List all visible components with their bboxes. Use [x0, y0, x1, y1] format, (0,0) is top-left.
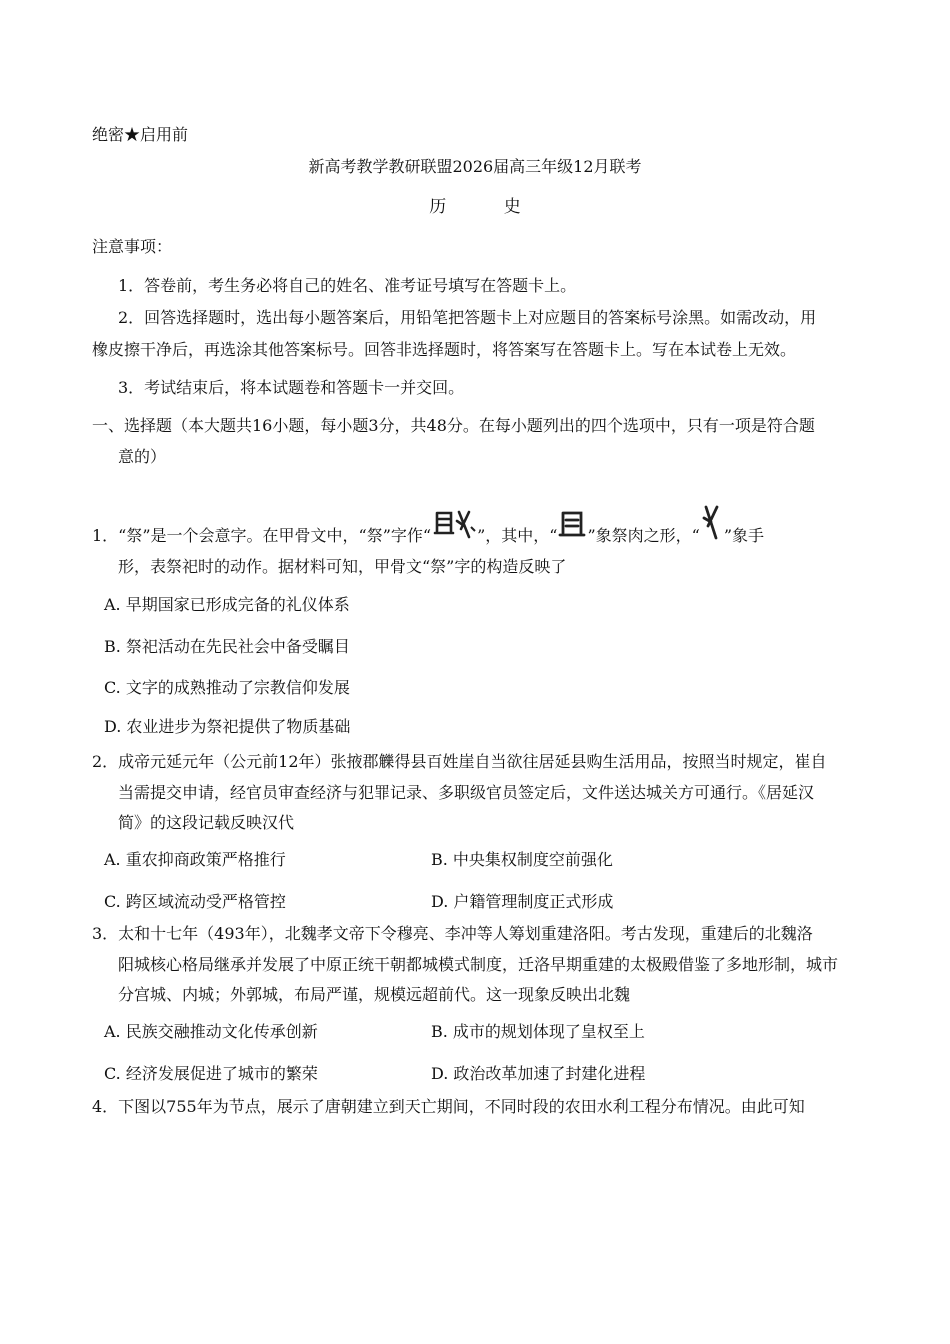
q3-stem-line3: 分宫城、内城；外郭城，布局严谨，规模远超前代。这一现象反映出北魏: [118, 985, 631, 1004]
notice-item-2-line2: 橡皮擦干净后，再选涂其他答案标号。回答非选择题时，将答案写在答题卡上。写在本试卷上无效。: [92, 340, 797, 359]
q3-stem-line2: 阳城核心格局继承并发展了中原正统干朝都城模式制度，迁洛早期重建的太极殿借鉴了多地形制，城市: [118, 955, 839, 974]
notice-item-2-line1: 2．回答选择题时，选出每小题答案后，用铅笔把答题卡上对应题目的答案标号涂黑。如需改动，用: [118, 308, 817, 327]
q3-option-a: A. 民族交融推动文化传承创新: [104, 1022, 318, 1041]
q1-stem-part4: ”象手: [723, 526, 765, 545]
q4-stem-line1: 4．下图以755年为节点，展示了唐朝建立到天亡期间，不同时段的农田水利工程分布情况。由此可知: [92, 1097, 805, 1116]
oracle-meat-glyph-icon: [557, 509, 587, 543]
q2-stem-line2: 当需提交申请，经官员审查经济与犯罪记录、多职级官员签定后，文件送达城关方可通行。《居延汉: [118, 783, 815, 802]
q1-stem-part1: 1．“祭”是一个会意字。在甲骨文中，“祭”字作“: [92, 526, 432, 545]
q1-option-d: D. 农业进步为祭祀提供了物质基础: [104, 717, 351, 736]
q1-stem-line1: [92, 525, 764, 547]
q3-stem-line1: 3．太和十七年（493年），北魏孝文帝下令穆亮、李冲等人筹划重建洛阳。考古发现，重建后的北魏洛: [92, 924, 813, 943]
q1-option-b: B. 祭祀活动在先民社会中备受瞩目: [104, 637, 350, 656]
subject-title: [0, 196, 950, 218]
q2-option-b: B. 中央集权制度空前强化: [431, 850, 613, 869]
q2-stem-line3: 简》的这段记载反映汉代: [118, 813, 295, 832]
q1-stem-part2: ”，其中，“: [477, 526, 558, 545]
q3-option-c: C. 经济发展促进了城市的繁荣: [104, 1064, 318, 1083]
notice-item-1: 1．答卷前，考生务必将自己的姓名、准考证号填写在答题卡上。: [118, 276, 577, 295]
q2-option-c: C. 跨区域流动受严格管控: [104, 892, 286, 911]
q2-stem-line1: 2．成帝元延元年（公元前12年）张掖郡觻得县百姓崖自当欲往居延县购生活用品，按照当时规定，崔自: [92, 752, 827, 771]
exam-title: 新高考教学教研联盟2026届高三年级12月联考: [308, 157, 642, 176]
oracle-ji-glyph-icon: [431, 509, 477, 543]
q1-option-a: A. 早期国家已形成完备的礼仪体系: [104, 595, 350, 614]
q2-option-d: D. 户籍管理制度正式形成: [431, 892, 614, 911]
subject-text: 历 史: [429, 197, 547, 217]
q1-stem-line2: 形，表祭祀时的动作。据材料可知，甲骨文“祭”字的构造反映了: [118, 557, 567, 576]
q3-option-d: D. 政治改革加速了封建化进程: [431, 1064, 646, 1083]
q1-option-c: C. 文字的成熟推动了宗教信仰发展: [104, 678, 350, 697]
oracle-hand-glyph-icon: [700, 504, 724, 544]
notice-item-3: 3．考试结束后，将本试题卷和答题卡一并交回。: [118, 378, 465, 397]
confidential-label: 绝密★启用前: [92, 125, 189, 144]
q1-stem-part3: ”象祭肉之形，“: [587, 526, 700, 545]
q2-option-a: A. 重农抑商政策严格推行: [104, 850, 286, 869]
section1-heading-line2: 意的）: [118, 447, 167, 466]
q3-option-b: B. 成市的规划体现了皇权至上: [431, 1022, 645, 1041]
notice-heading: 注意事项：: [92, 237, 173, 256]
section1-heading-line1: 一、选择题（本大题共16小题，每小题3分，共48分。在每小题列出的四个选项中，只有一项是符合题: [92, 416, 815, 435]
